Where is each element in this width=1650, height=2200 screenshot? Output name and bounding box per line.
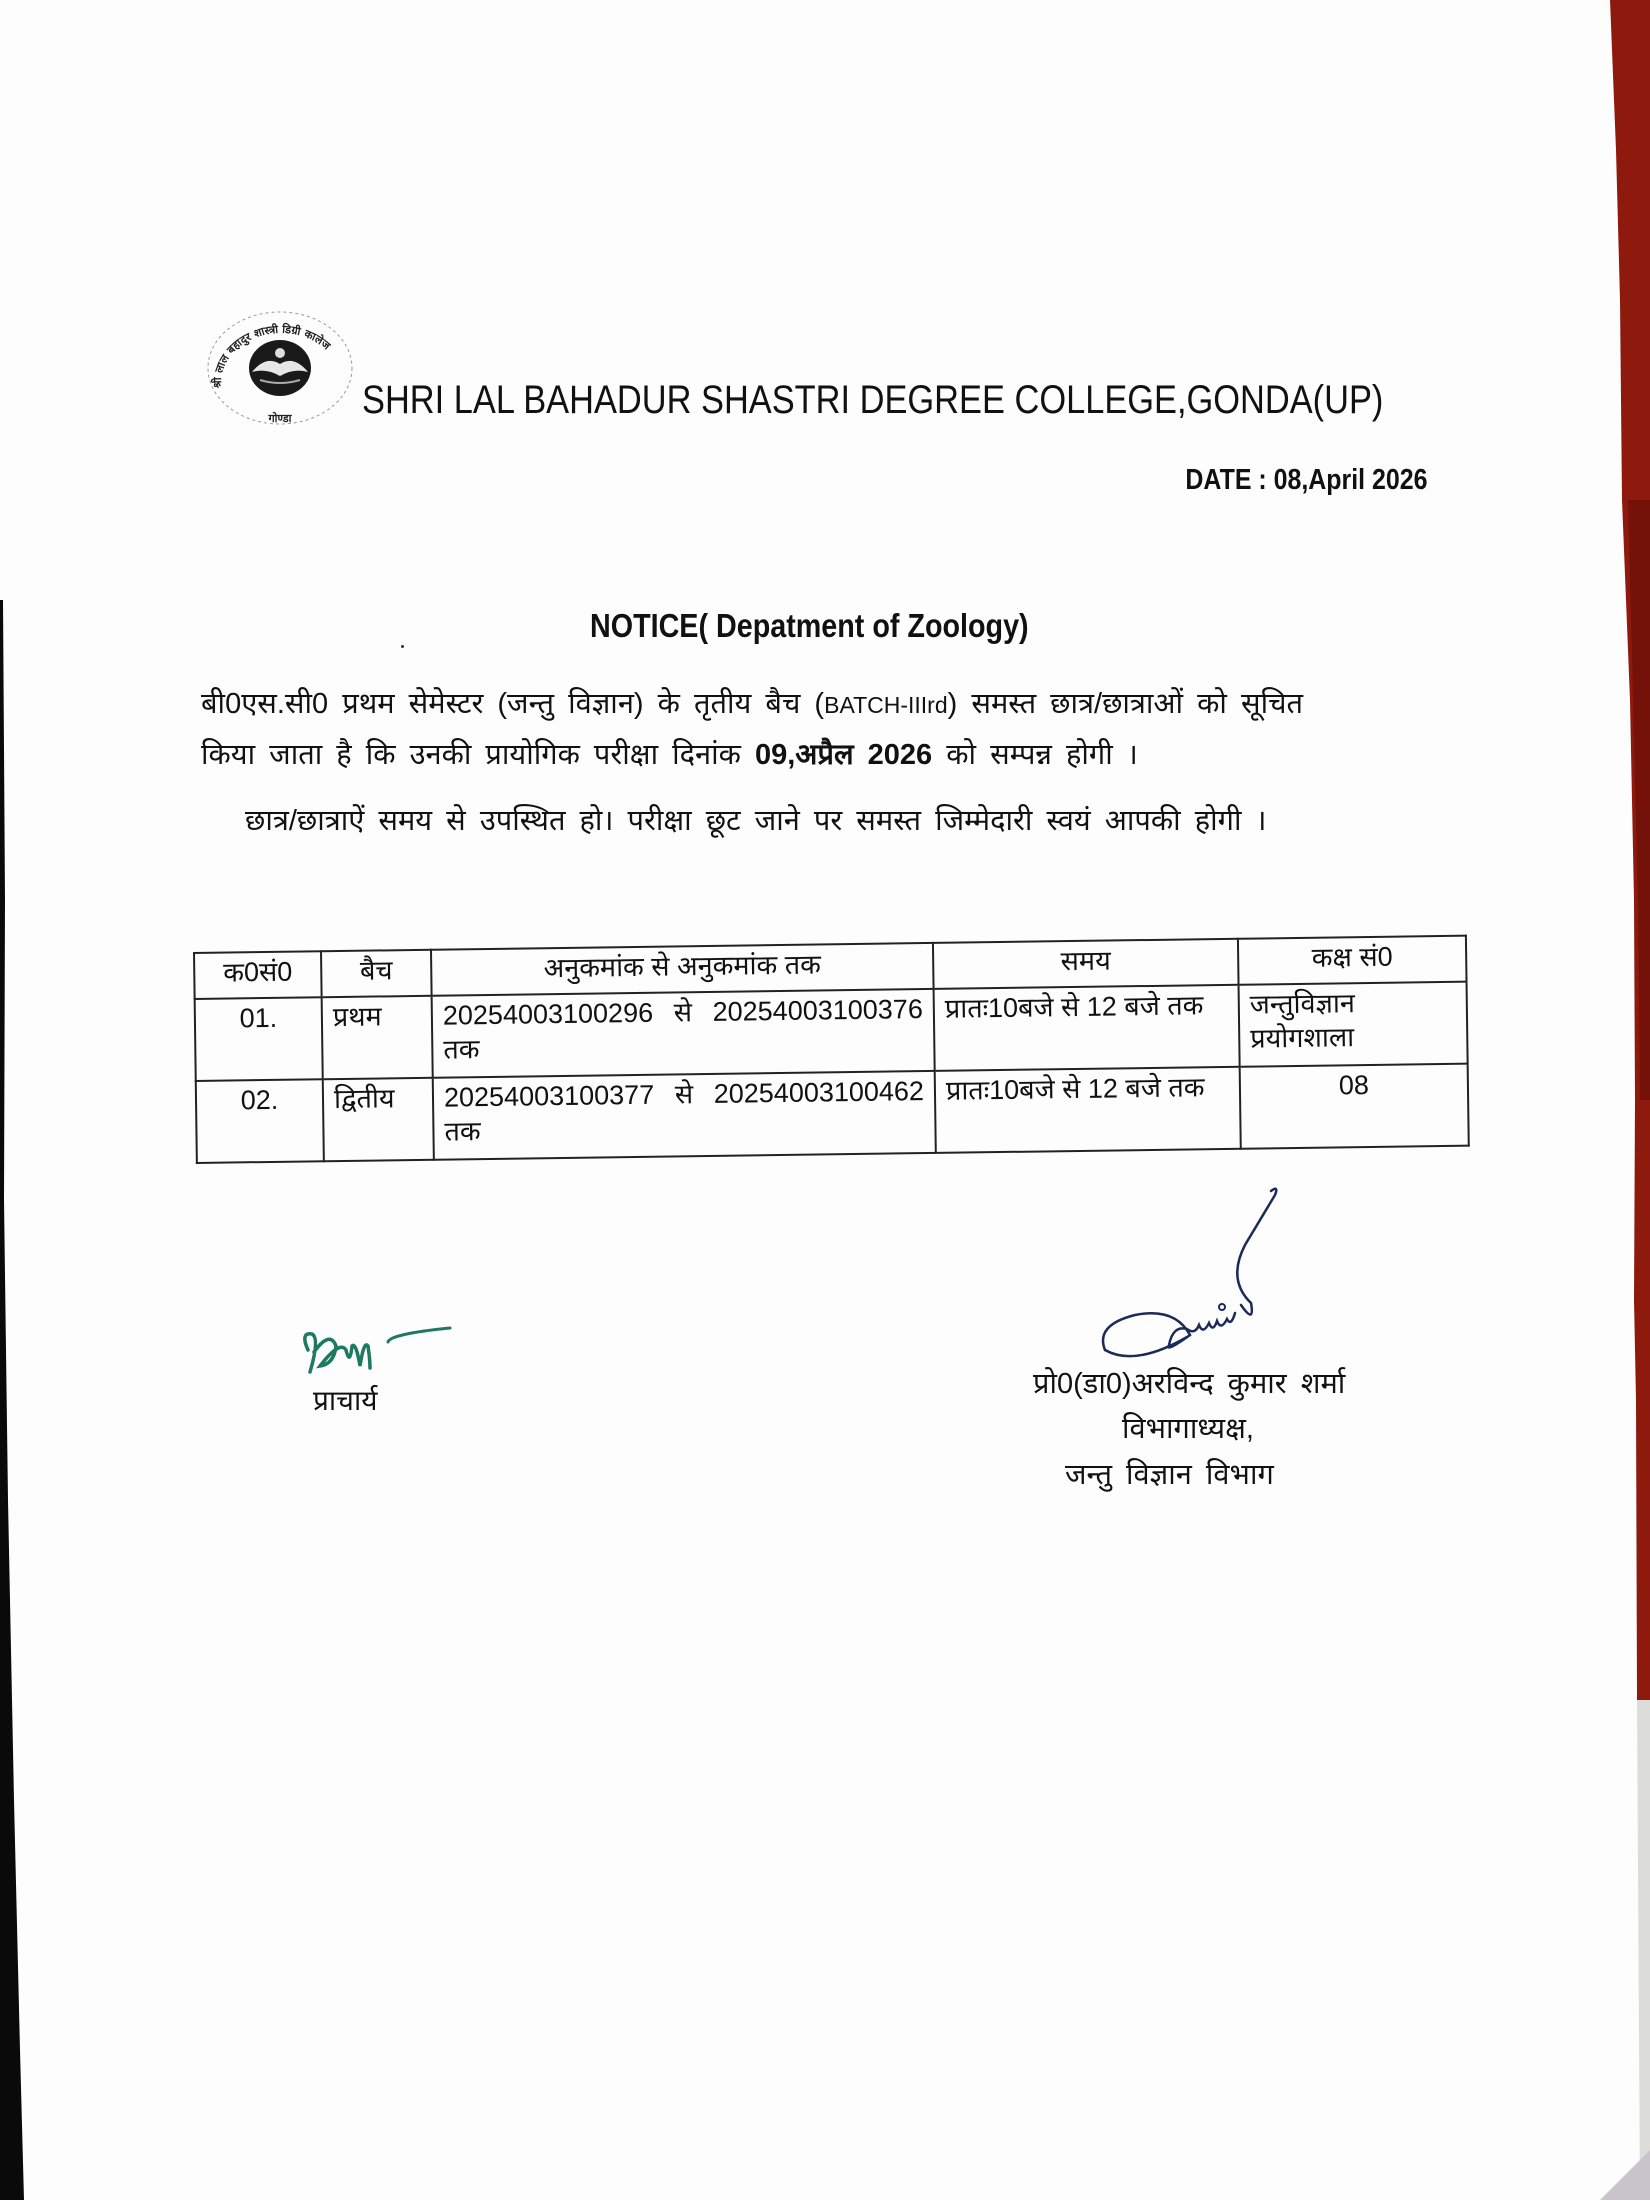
cell-roll-range: 20254003100377 से 20254003100462 तक bbox=[433, 1071, 936, 1160]
notice-title: NOTICE( Depatment of Zoology) bbox=[590, 607, 1029, 644]
header-time: समय bbox=[933, 939, 1239, 989]
cell-batch: प्रथम bbox=[322, 996, 433, 1079]
principal-signature bbox=[290, 1320, 460, 1390]
logo-ring-text: श्री लाल बहादुर शास्त्री डिग्री कालेज bbox=[210, 322, 333, 389]
notice-paragraph-2: छात्र/छात्राऐं समय से उपस्थित हो। परीक्षा छूट जाने पर समस्त जिम्मेदारी स्वयं आपकी होगी । bbox=[245, 805, 1267, 837]
logo-bottom-text: गोण्डा bbox=[268, 412, 292, 425]
college-logo bbox=[200, 310, 360, 430]
notice-paragraph-line-1 bbox=[201, 683, 1303, 722]
cell-time: प्रातः10बजे से 12 बजे तक bbox=[934, 985, 1240, 1071]
hod-signature bbox=[1095, 1185, 1325, 1365]
cell-batch: द्वितीय bbox=[323, 1078, 434, 1161]
para1-text-start: बी0एस.सी0 प्रथम सेमेस्टर (जन्तु विज्ञान) के तृतीय बैच ( bbox=[201, 688, 825, 720]
hod-designation: विभागाध्यक्ष, bbox=[1122, 1413, 1254, 1445]
header-serial-no: क0सं0 bbox=[194, 951, 322, 999]
cell-roll-range: 20254003100296 से 20254003100376 तक bbox=[432, 989, 935, 1078]
header-roll-range: अनुकमांक से अनुकमांक तक bbox=[431, 943, 934, 996]
header-batch: बैच bbox=[321, 950, 432, 997]
table-row bbox=[196, 1064, 1469, 1163]
stray-dot bbox=[401, 645, 404, 648]
hod-department: जन्तु विज्ञान विभाग bbox=[1065, 1459, 1274, 1491]
cell-room: 08 bbox=[1240, 1064, 1469, 1149]
college-name: SHRI LAL BAHADUR SHASTRI DEGREE COLLEGE,GONDA(UP) bbox=[362, 378, 1384, 422]
cell-room: जन्तुविज्ञान प्रयोगशाला bbox=[1239, 982, 1468, 1067]
para1-line2-start: किया जाता है कि उनकी प्रायोगिक परीक्षा दिनांक bbox=[201, 739, 755, 771]
exam-date: 09,अप्रैल 2026 bbox=[754, 739, 933, 771]
schedule-table bbox=[193, 935, 1468, 1164]
para1-line2-end: को सम्पन्न होगी । bbox=[932, 739, 1138, 771]
cell-time: प्रातः10बजे से 12 बजे तक bbox=[935, 1067, 1241, 1153]
cell-serial-no: 02. bbox=[196, 1079, 324, 1163]
notice-paragraph-line-2 bbox=[201, 734, 1138, 773]
cell-serial-no: 01. bbox=[195, 997, 323, 1081]
dark-left-edge bbox=[0, 600, 24, 2200]
principal-label: प्राचार्य bbox=[313, 1385, 378, 1416]
bottom-right-corner bbox=[1600, 2150, 1650, 2200]
grey-surface-edge bbox=[1637, 1700, 1650, 2200]
batch-code: BATCH-IIIrd bbox=[824, 692, 948, 718]
hod-name: प्रो0(डा0)अरविन्द कुमार शर्मा bbox=[1033, 1368, 1346, 1400]
para1-text-end: ) समस्त छात्र/छात्राओं को सूचित bbox=[947, 688, 1304, 720]
notice-date: DATE : 08,April 2026 bbox=[1185, 464, 1428, 496]
header-room: कक्ष सं0 bbox=[1238, 936, 1467, 985]
